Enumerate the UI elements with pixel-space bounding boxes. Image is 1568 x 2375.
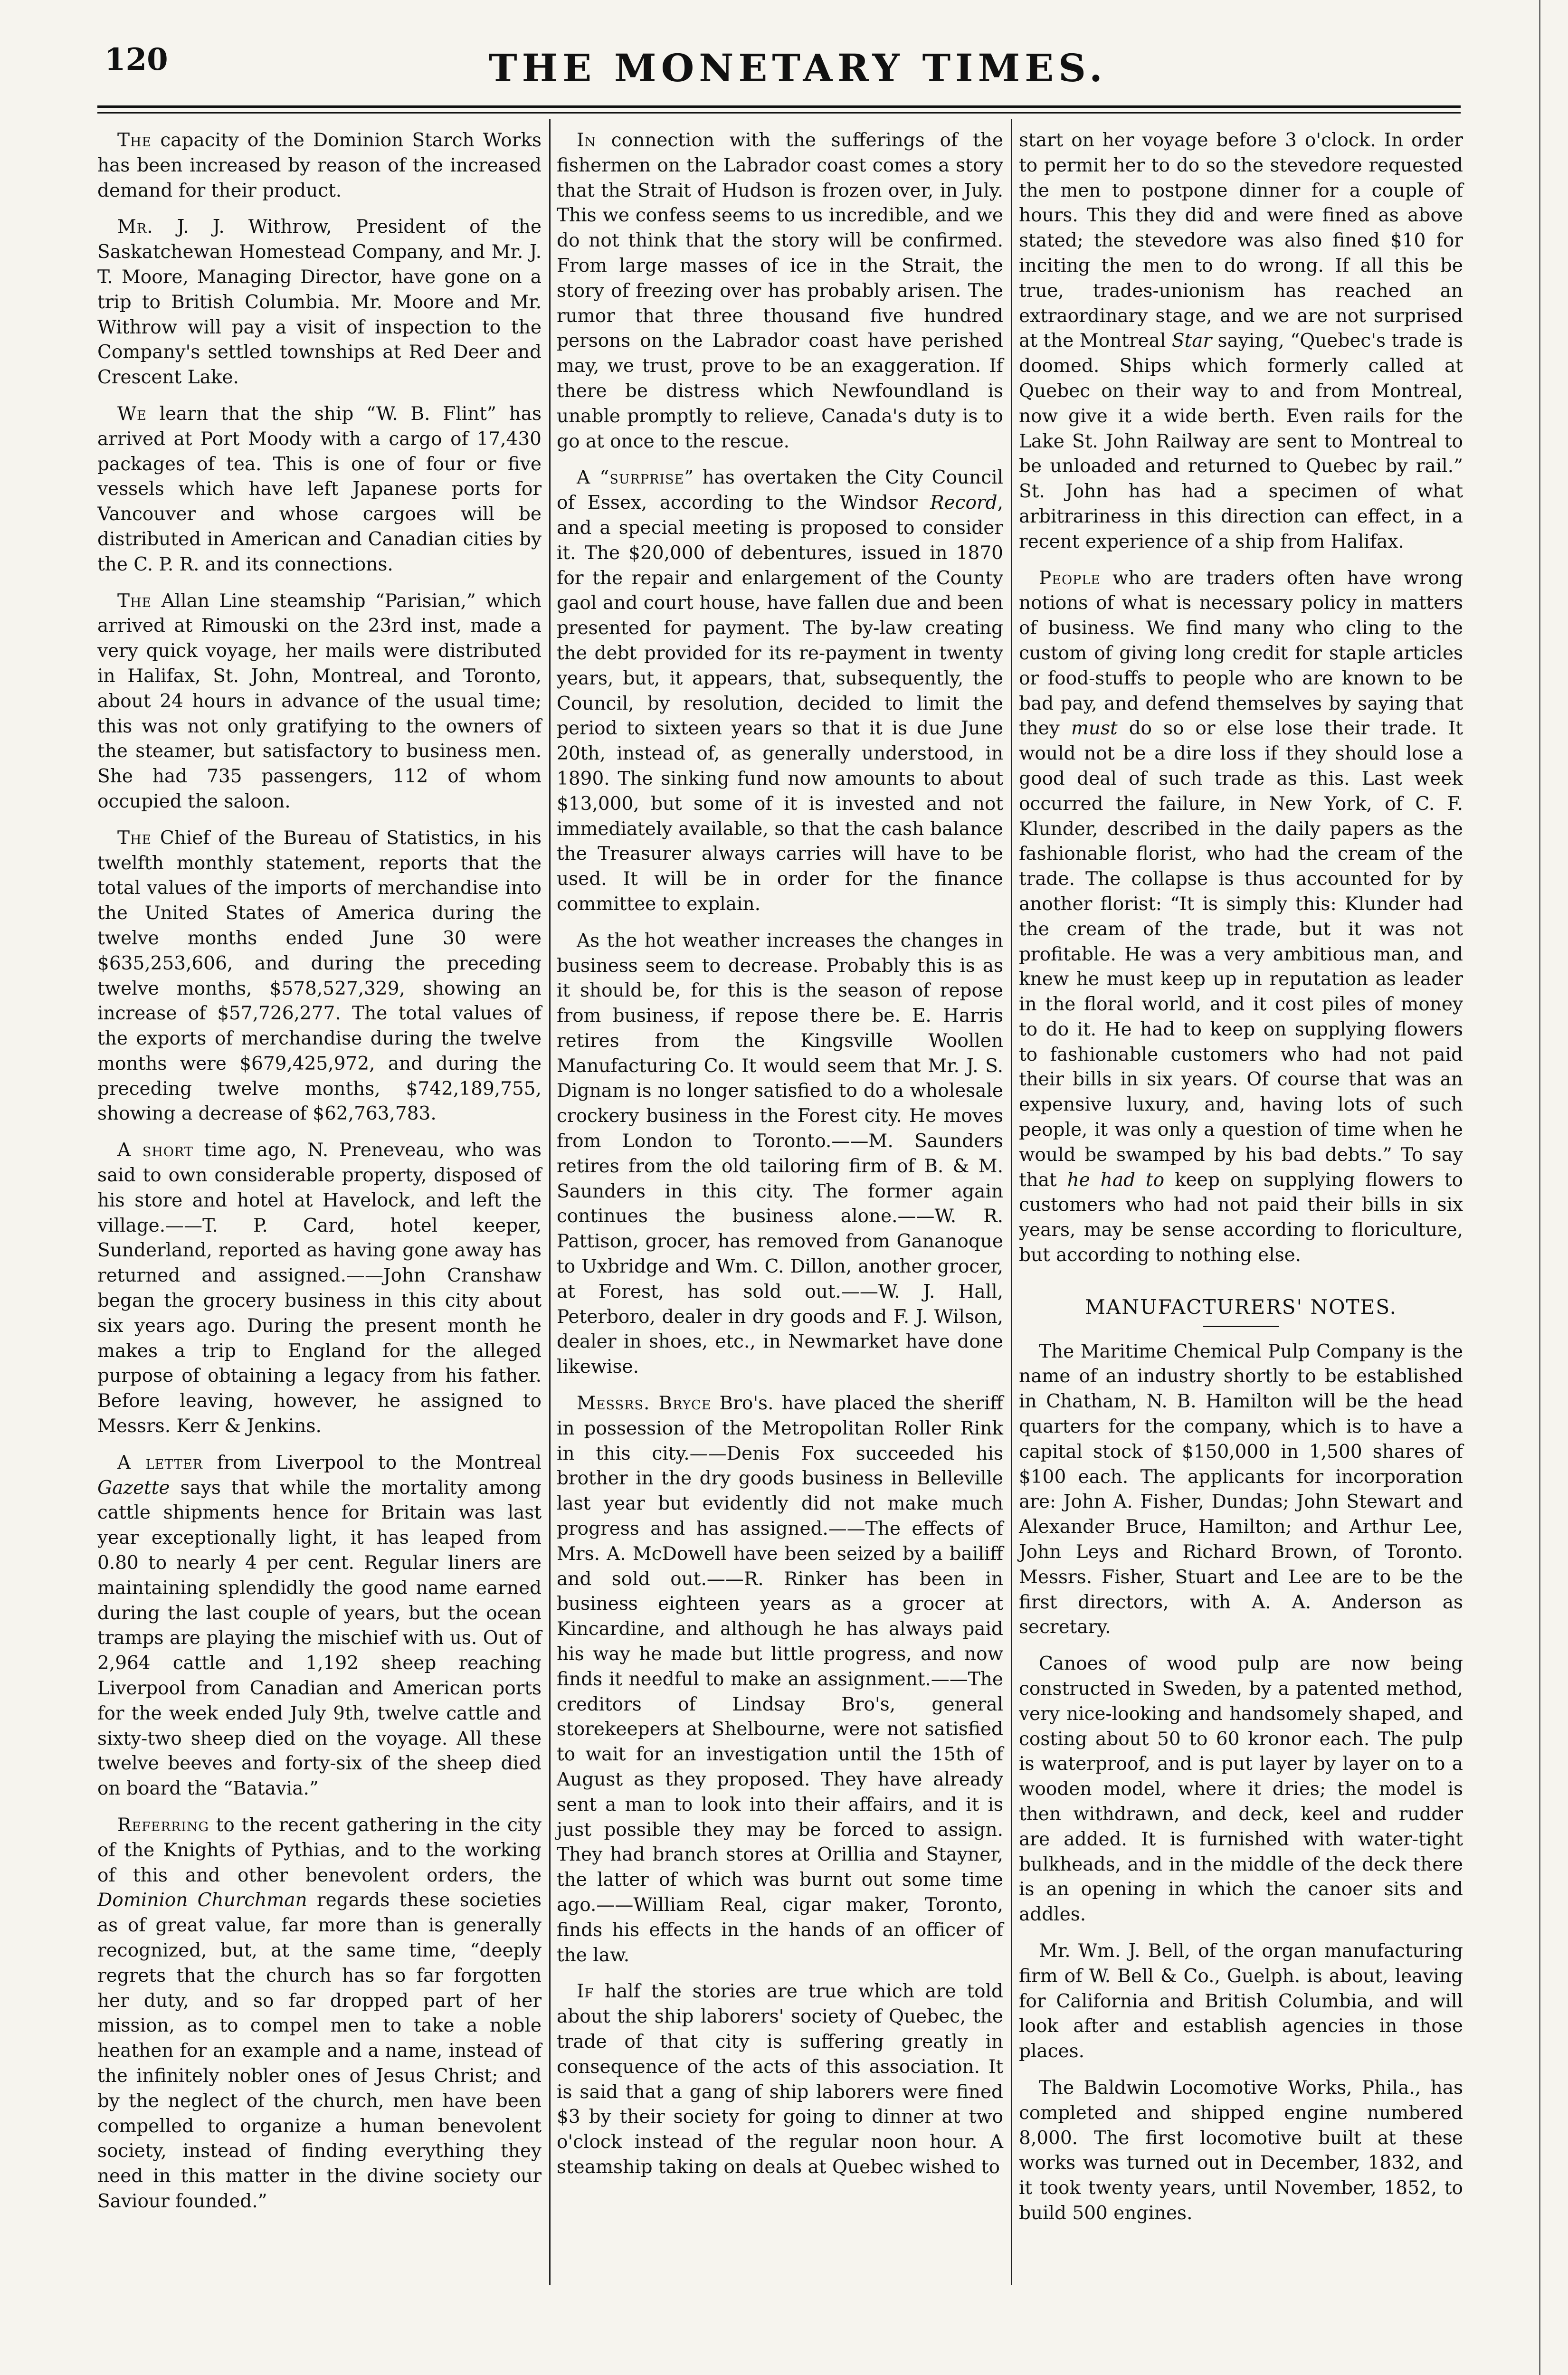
article-quebec-continued — [1019, 128, 1463, 555]
article-text: Bro's. have placed the sheriff in possession of the Metropolitan Roller Rink in this city.——Denis Fox succeeded his brother in the dry goods business in Belleville last year but evidently did not make much progress and has assigned.——The effects of Mrs. A. McDowell have been seized by a bailiff and sold out.——R. Rinker has been in business eighteen years as a grocer at Kincardine, and although he has always paid his way he made but little progress, and now finds it needful to make an assignment.——The creditors of Lindsay Bro's, general storekeepers at Shelbourne, were not satisfied to wait for an investigation until the 15th of August as they proposed. They have already sent a man to look into their affairs, and it is just possible they may be forced to assign. They had branch stores at Orillia and Stayner, the latter of which was burnt out some time ago.——William Real, cigar maker, Toronto, finds his effects in the hands of an officer of the law. — [557, 1393, 1003, 1966]
article-text: ” has overtaken the City Council of Essex, according to the Windsor — [557, 467, 1004, 514]
article-text: Chief of the Bureau of Statistics, in his twelfth monthly statement, reports that the total values of the imports of merchandise into the United States of America during the twelve months ended June 30 were $635,253,606, and during the preceding twelve months, $578,527,329, showing an increase of $57,726,277. The total values of the exports of merchandise during the twelve months were $679,425,972, and during the preceding twelve months, $742,189,755, showing a decrease of $62,763,783. — [97, 827, 542, 1125]
article-text: Canoes of wood pulp are now being constructed in Sweden, by a patented method, very nice-looking and handsomely shaped, and costing about 50 to 60 kronor each. The pulp is waterproof, and is put layer by layer on to a wooden model, where it dries; the model is then withdrawn, and deck, keel and rudder are added. It is furnished with water-tight bulkheads, and in the middle of the deck there is an opening in which the canoer sits and addles. — [1019, 1653, 1463, 1926]
lead-word: A short — [117, 1140, 193, 1161]
page-edge-line — [1539, 0, 1540, 2375]
column-3 — [1019, 128, 1463, 2238]
column-2 — [557, 128, 1003, 2192]
lead-word: The — [117, 130, 152, 151]
lead-word: A “surprise — [577, 467, 684, 489]
lead-word: Mr. — [117, 216, 153, 238]
article-text: As the hot weather increases the changes in business seem to decrease. Probably this is as it should be, for this is the season of repose from business, if repose there be. E. Harris retires from the Kingsville Woollen Manufacturing Co. It would seem that Mr. J. S. Dignam is no longer satisfied to do a wholesale crockery business in the Forest city. He moves from London to Toronto.——M. Saunders retires from the old tailoring firm of B. & M. Saunders in this city. The former again continues the business alone.——W. R. Pattison, grocer, has removed from Gananoque to Uxbridge and Wm. C. Dillon, another grocer, at Forest, has sold out.——W. J. Hall, Peterboro, dealer in dry goods and F. J. Wilson, dealer in shoes, etc., in Newmarket have done likewise. — [557, 930, 1003, 1378]
section-heading: MANUFACTURERS' NOTES. — [1085, 1295, 1397, 1319]
article-text: regards these societies as of great value, far more than is generally recognized, but, at the same time, “deeply regrets that the church has so far forgotten her duty, and so far dropped part of her mission, as to compel men to take a noble heathen for an example and a name, instead of the infinitely nobler ones of Jesus Christ; and by the neglect of the church, men have been compelled to organize a human benevolent society, instead of finding everything they need in this matter in the divine society our Saviour founded.” — [97, 1890, 542, 2212]
article-text: keep on supplying flowers to customers who had not paid their bills in six years, may be sense according to floriculture, but according to nothing else. — [1019, 1169, 1463, 1266]
lead-word: The — [117, 827, 152, 849]
article-traders — [1019, 566, 1463, 1268]
emphasis: he had to — [1067, 1169, 1165, 1191]
article-preneveau — [97, 1138, 542, 1439]
lead-word: Messrs. Bryce — [577, 1393, 712, 1415]
article-text: time ago, N. Preneveau, who was said to own considerable property, disposed of his store and hotel at Havelock, and left the village.——T. P. Card, hotel keeper, Sunderland, reported as having gone away has returned and assigned.——John Cranshaw began the grocery business in this city about six years ago. During the present month he makes a trip to England for the alleged purpose of obtaining a legacy from his father. Before leaving, however, he assigned to Messrs. Kerr & Jenkins. — [97, 1140, 542, 1437]
article-text: start on her voyage before 3 o'clock. In order to permit her to do so the stevedore requested the men to postpone dinner for a couple of hours. This they did and were fined as above stated; the stevedore was also fined $10 for inciting the men to do wrong. If all this be true, trades-unionism has reached an extraordinary stage, and we are not surprised at the Montreal — [1019, 130, 1463, 352]
article-essex — [557, 466, 1003, 917]
article-text: Allan Line steamship “Parisian,” which arrived at Rimouski on the 23rd inst, made a very quick voyage, her mails were distributed in Halifax, St. John, Montreal, and Toronto, about 24 hours in advance of the usual time; this was not only gratifying to the owners of the steamer, but satisfactory to business men. She had 735 passengers, 112 of whom occupied the saloon. — [97, 590, 542, 812]
column-1 — [97, 128, 542, 2226]
article-liverpool — [97, 1451, 542, 1802]
lead-word: People — [1039, 567, 1101, 589]
article-pythias — [97, 1813, 542, 2214]
publication-name: Gazette — [97, 1477, 170, 1499]
article-parisian — [97, 589, 542, 815]
article-text: from Liverpool to the Montreal — [203, 1452, 542, 1473]
article-business-changes — [557, 929, 1003, 1380]
lead-word: The — [117, 590, 152, 612]
article-text: The Maritime Chemical Pulp Company is the name of an industry shortly to be established in Chatham, N. B. Hamilton will be the head quarters for the company, which is to have a capital stock of $150,000 in 1,500 shares of $100 each. The applicants for incorporation are: John A. Fisher, Dundas; John Stewart and Alexander Bruce, Hamilton; and Arthur Lee, John Leys and Richard Brown, of Toronto. Messrs. Fisher, Stuart and Lee are to be the first directors, with A. A. Anderson as secretary. — [1019, 1340, 1463, 1638]
note-pulp-company — [1019, 1340, 1463, 1641]
emphasis: must — [1071, 718, 1118, 740]
note-pulp-canoes — [1019, 1652, 1463, 1928]
article-text: saying, “Quebec's trade is doomed. Ships which formerly called at Quebec on their way to and from Montreal, now give it a wide berth. Even rails for the Lake St. John Railway are sent to Montreal to be unloaded and returned to Quebec by rail.” St. John has had a specimen of what arbitrariness in this direction can effect, in a recent experience of a ship from Halifax. — [1019, 330, 1463, 552]
article-flint — [97, 402, 542, 578]
article-text: learn that the ship “W. B. Flint” has arrived at Port Moody with a cargo of 17,430 packages of tea. This is one of four or five vessels which have left Japanese ports for Vancouver and whose cargoes will be distributed in American and Canadian cities by the C. P. R. and its connections. — [97, 403, 542, 575]
publication-name: Dominion Churchman — [97, 1890, 307, 1911]
article-text: who are traders often have wrong notions of what is necessary policy in matters of business. We find many who cling to the custom of giving long credit for staple articles or food-stuffs to people who are known to be bad pay, and defend themselves by saying that they — [1019, 567, 1463, 740]
article-text: says that while the mortality among cattle shipments hence for Britain was last year exceptionally light, it has leaped from 0.80 to nearly 4 per cent. Regular liners are maintaining splendidly the good name earned during the last couple of years, but the ocean tramps are playing the mischief with us. Out of 2,964 cattle and 1,192 sheep reaching Liverpool from Canadian and American ports for the week ended July 9th, twelve cattle and sixty-two sheep died on the voyage. All these twelve beeves and forty-six of the sheep died on board the “Batavia.” — [97, 1477, 542, 1800]
lead-word: If — [577, 1981, 594, 2003]
article-text: capacity of the Dominion Starch Works has been increased by reason of the increased demand for their product. — [97, 130, 542, 201]
article-text: Mr. Wm. J. Bell, of the organ manufacturing firm of W. Bell & Co., Guelph. is about, leaving for California and British Columbia, and will look after and establish agencies in those places. — [1019, 1940, 1463, 2062]
article-labrador — [557, 128, 1003, 454]
article-bryce-bros — [557, 1391, 1003, 1968]
publication-name: Star — [1171, 330, 1212, 352]
article-text: connection with the sufferings of the fishermen on the Labrador coast comes a story that the Strait of Hudson is frozen over, in July. This we confess seems to us incredible, and we do not think that the story will be confirmed. From large masses of ice in the Strait, the story of freezing over has probably arisen. The rumor that three thousand five hundred persons on the Labrador coast have perished may, we trust, prove to be an exaggeration. If there be distress which Newfoundland is unable promptly to relieve, Canada's duty is to go at once to the rescue. — [557, 130, 1003, 452]
lead-word: In — [577, 130, 597, 151]
article-text: to the recent gathering in the city of the Knights of Pythias, and to the working of this and other benevolent orders, the — [97, 1814, 542, 1886]
masthead-title: THE MONETARY TIMES. — [489, 46, 1107, 90]
article-starch-works — [97, 128, 542, 203]
column-divider — [1011, 119, 1012, 2285]
note-baldwin-locomotive — [1019, 2076, 1463, 2226]
article-text: J. J. Withrow, President of the Saskatchewan Homestead Company, and Mr. J. T. Moore, Managing Director, have gone on a trip to British Columbia. Mr. Moore and Mr. Withrow will pay a visit of inspection to the Company's settled townships at Red Deer and Crescent Lake. — [97, 216, 542, 389]
page-number: 120 — [105, 42, 168, 77]
section-rule — [1203, 1326, 1279, 1327]
article-text: half the stories are true which are told about the ship laborers' society of Quebec, the trade of that city is suffering greatly in consequence of the acts of this association. It is said that a gang of ship laborers were fined $3 by their society for going to dinner at two o'clock instead of the regular noon hour. A steamship taking on deals at Quebec wished to — [557, 1981, 1003, 2178]
masthead-rule — [97, 105, 1461, 108]
article-text: do so or else lose their trade. It would not be a dire loss if they should lose a good deal of such trade as this. Last week occurred the failure, in New York, of C. F. Klunder, described in the daily papers as the fashionable florist, who had the cream of the trade. The collapse is thus accounted for by another florist: “It is simply this: Klunder had the cream of the trade, but it was not profitable. He was a very ambitious man, and knew he must keep up in reputation as leader in the floral world, and it cost piles of money to do it. He had to keep on supplying flowers to fashionable customers who had not paid their bills in six years. Of course that was an expensive luxury, and, having lots of such people, it was only a question of time when he would be swamped by his bad debts.” To say that — [1019, 718, 1463, 1191]
column-divider — [549, 119, 551, 2285]
article-statistics — [97, 826, 542, 1127]
masthead-rule-thin — [97, 112, 1461, 114]
article-withrow — [97, 215, 542, 390]
article-text: The Baldwin Locomotive Works, Phila., has completed and shipped engine numbered 8,000. The first locomotive built at these works was turned out in December, 1832, and it took twenty years, until November, 1852, to build 500 engines. — [1019, 2077, 1463, 2224]
lead-word: We — [117, 403, 147, 425]
article-text: , and a special meeting is proposed to consider it. The $20,000 of debentures, issued in 1870 for the repair and enlargement of the County gaol and court house, have fallen due and been presented for payment. The by-law creating the debt provided for its re-payment in twenty years, but, it appears, that, subsequently, the Council, by resolution, decided to limit the period to sixteen years so that it is due June 20th, instead of, as generally understood, in 1890. The sinking fund now amounts to about $13,000, but some of it is invested and not immediately available, so that the cash balance the Treasurer always carries will have to be used. It will be in order for the finance committee to explain. — [557, 492, 1003, 915]
lead-word: A letter — [117, 1452, 203, 1473]
article-quebec-laborers — [557, 1979, 1003, 2180]
note-bell-organ — [1019, 1939, 1463, 2064]
publication-name: Record — [930, 492, 998, 514]
lead-word: Referring — [117, 1814, 209, 1836]
